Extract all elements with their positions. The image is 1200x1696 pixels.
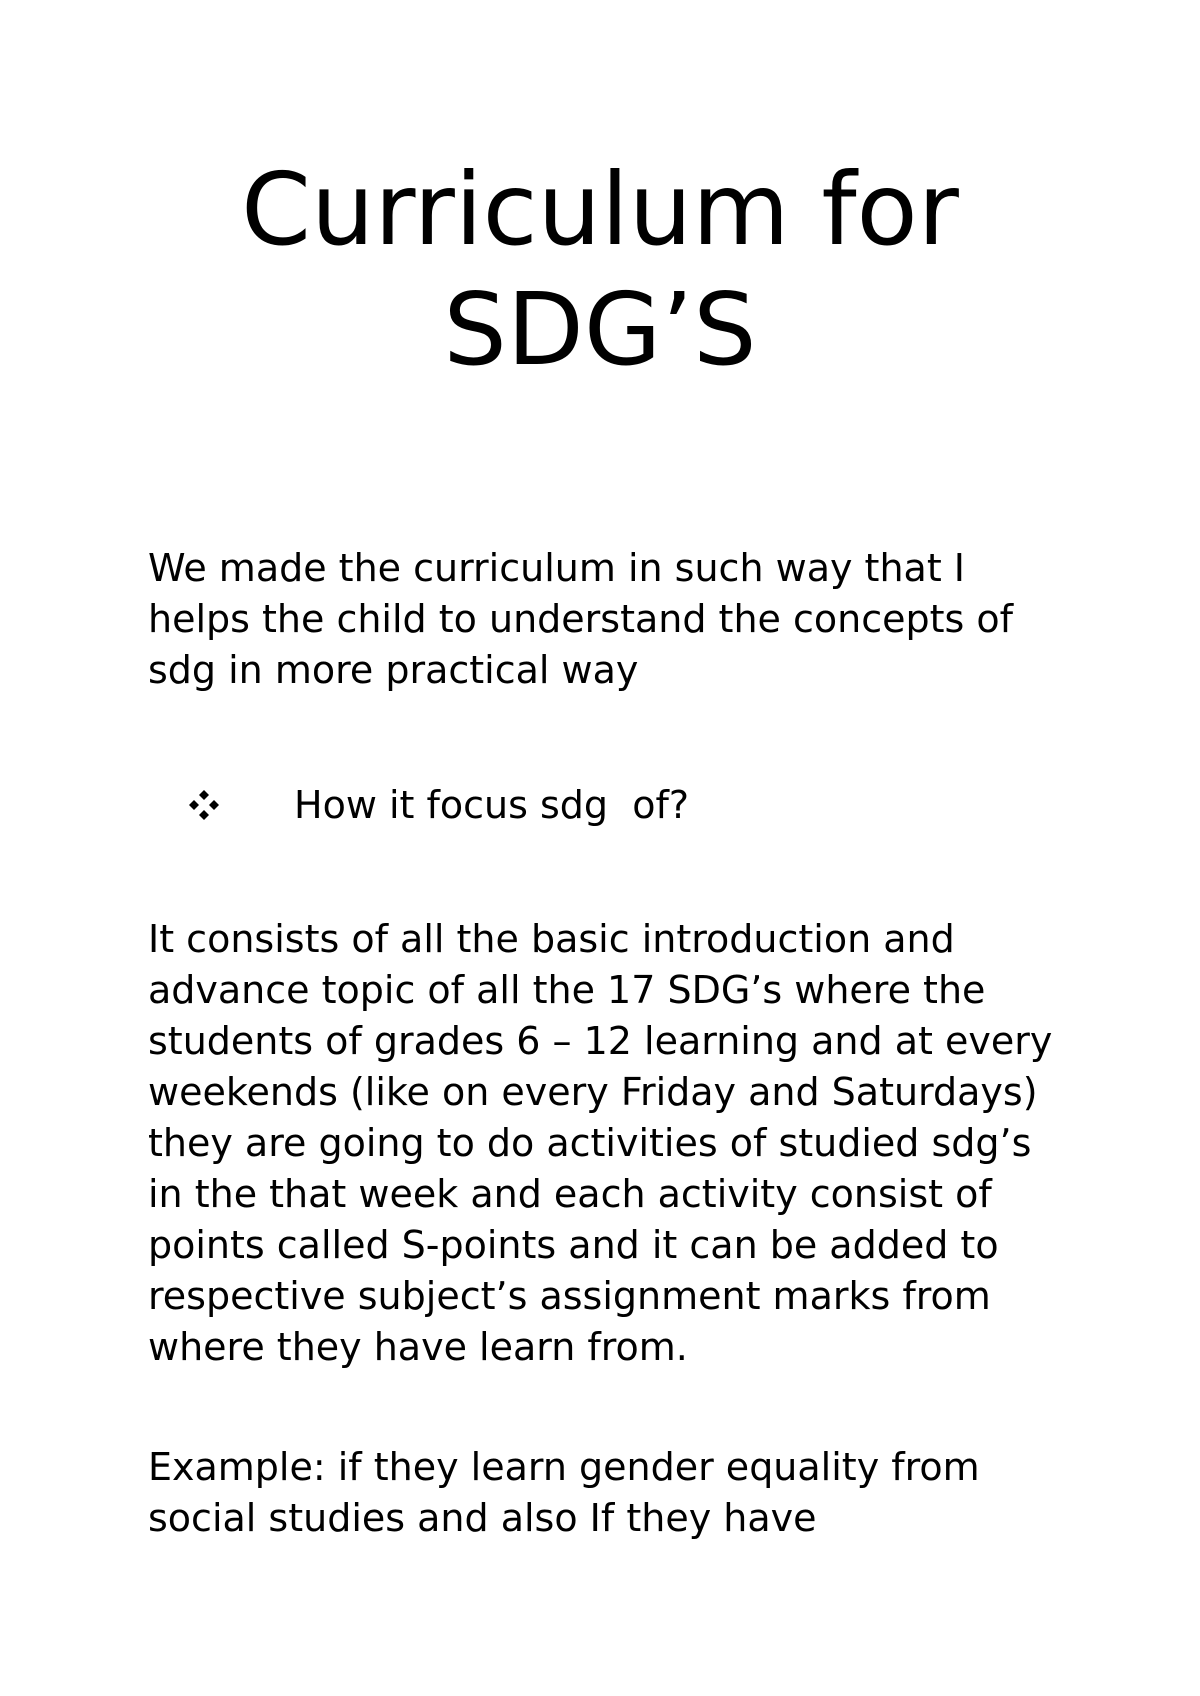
- title-line-2: SDG’S: [443, 271, 757, 388]
- document-title: [0, 150, 1200, 390]
- body-paragraph: It consists of all the basic introduction and advance topic of all the 17 SDG’s where the students of grades 6 – 12 learning and at every weekends (like on every Friday and Saturdays) they are going to do activities of studied sdg’s in the that week and each activity consist of points called S-points and it can be added to respective subject’s assignment marks from where they have learn from.: [148, 917, 1053, 1369]
- bullet-text: How it focus sdg of?: [294, 783, 689, 827]
- title-line-1: Curriculum for: [241, 151, 959, 268]
- intro-paragraph: We made the curriculum in such way that I helps the child to understand the concepts of sdg in more practical way: [148, 546, 1014, 692]
- example-paragraph: Example: if they learn gender equality from social studies and also If they have: [148, 1445, 980, 1540]
- diamond-bullet-icon: [184, 780, 224, 831]
